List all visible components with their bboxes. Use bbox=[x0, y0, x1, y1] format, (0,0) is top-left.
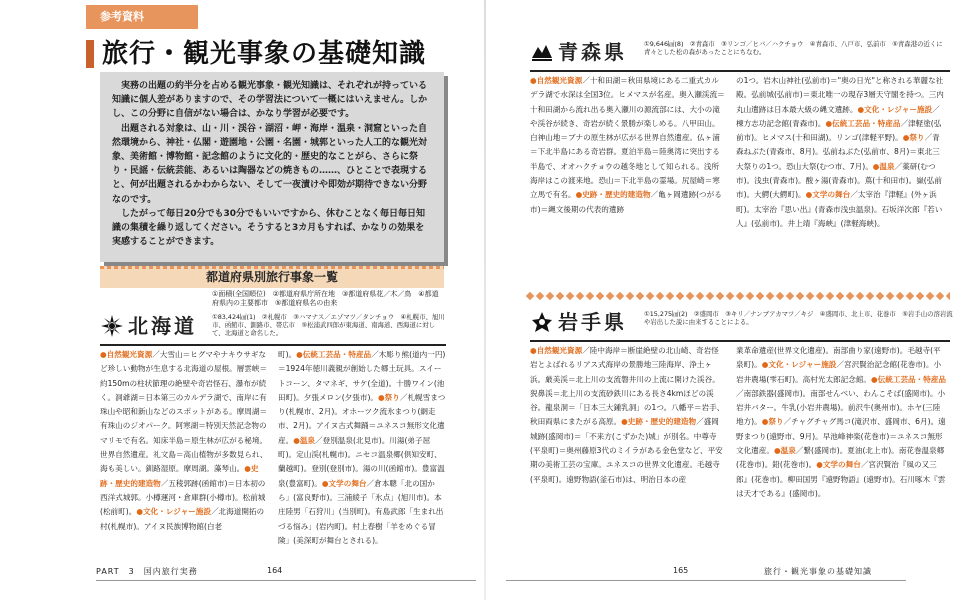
category-marker: ●文学の舞台 bbox=[805, 190, 851, 200]
body-column-2: 町)。●伝統工芸品・特産品／木彫り熊(道内一円)＝1924年徳川義親が創始した郷土玩具。スイートコーン、タマネギ、サケ(全道)。十勝ワイン(池田町)。夕張メロン(夕張市)。●祭り／札幌雪まつり(札幌市、2月)。オホーツク流氷まつり(網走市、2月)。アイヌ古式舞踊＝ユネスコ無形文化遺産。●温泉／登別温泉(北見市)。川湯(弟子屈町)。定山渓(札幌市)。ニセコ温泉郷(倶知安町、蘭越町)。登別(登別市)。湯の川(函館市)。豊富温泉(豊富町)。●文学の舞台／倉本聰「北の国から」(富良野市)。三浦綾子「氷点」(旭川市)。本庄陸男「石狩川」(当別町)。有島武郎「生まれ出づる悩み」(岩内町)。村上春樹「羊をめぐる冒険」(美深町が舞台とされる)。 bbox=[278, 350, 446, 545]
category-marker: ●文化・レジャー施設 bbox=[857, 104, 933, 114]
prefecture-heading bbox=[530, 38, 650, 70]
category-marker: ●自然観光資源 bbox=[530, 76, 583, 85]
prefecture-heading bbox=[100, 312, 220, 344]
prefecture-name: 岩手県 bbox=[558, 310, 627, 334]
prefecture-name: 青森県 bbox=[558, 40, 627, 64]
category-marker: ●伝統工芸品・特産品 bbox=[296, 350, 372, 359]
prefecture-rule bbox=[100, 344, 446, 346]
intro-paragraph: 実務の出題の約半分を占める観光事象・観光知識は、それぞれが持っている知識に個人差がありますので、その学習法について一概にはいえません。しかし、この分野に自信がない場合は、かなり学習が必要です。 bbox=[112, 81, 428, 120]
category-marker: ●温泉 bbox=[293, 435, 316, 445]
category-marker: ●史跡・歴史的建造物 bbox=[575, 190, 651, 200]
category-marker: ●文化・レジャー施設 bbox=[761, 360, 837, 370]
page-number-left: 164 bbox=[267, 566, 283, 575]
category-marker: ●祭り bbox=[902, 133, 925, 143]
intro-box bbox=[100, 72, 444, 262]
right-page bbox=[486, 0, 970, 600]
iwate-crest-icon bbox=[530, 310, 554, 334]
footer-part-label: PART 3 国内旅行実務 bbox=[96, 567, 198, 576]
section-heading: 都道府県別旅行事象一覧 bbox=[100, 266, 444, 288]
body-column-1: ●自然観光資源／十和田湖＝秋田県境にある二重式カルデラ湖で水深は全国3位。ヒメマスが名産。奥入瀬渓流＝十和田湖から流れ出る奥入瀬川の源流部には、大小の滝や渓谷が続き、奇岩が続く景勝が楽しめる。八甲田山。白神山地＝ブナの原生林が広がる世界自然遺産。仏ヶ浦＝下北半島にある奇岩群。夏泊半島＝陸奥湾に突出する半島で、オオハクチョウの越冬地として知られる。浅所海岸はこの渡来地。恐山＝下北半島の霊場。尻屋崎＝寒立馬で有名。●史跡・歴史的建造物／亀ヶ岡遺跡(つがる市)＝縄文後期の代表的遺跡 bbox=[530, 76, 725, 214]
category-marker: ●温泉 bbox=[773, 446, 796, 456]
prefecture-info: ①83,424㎢(1) ②札幌市 ③ハマナス／エゾマツ／タンチョウ ④札幌市、旭川市、函館市、釧路市、帯広市 ⑤松浦武四郎が東海道、南海道、西海道に対して、北海道と命名した。 bbox=[212, 313, 445, 338]
body-column-2: の1つ。岩木山神社(弘前市)＝"奥の日光"と称される華麗な社殿。弘前城(弘前市)＝東北唯一の現存3層天守閣を持つ。三内丸山遺跡は日本最大級の縄文遺跡。●文化・レジャー施設／棟方志功記念館(青森市)。●伝統工芸品・特産品／津軽塗(弘前市)。ヒメマス(十和田湖)。リンゴ(津軽平野)。●祭り／青森ねぶた(青森市、8月)。弘前ねぶた(弘前市、8月)＝東北三大祭りの1つ。恐山大祭(むつ市、7月)。●温泉／薬研(むつ市)。浅虫(青森市)。酸ヶ湯(青森市)。蔦(十和田市)。嶽(弘前市)。大鰐(大鰐町)。●文学の舞台／太宰治『津軽』(外ヶ浜町)。太宰治『思い出』(青森市浅虫温泉)。石坂洋次郎『若い人』(弘前市)。井上靖『海峡』(津軽海峡)。 bbox=[736, 76, 944, 228]
body-column-2: 業革命遺産(世界文化遺産)。南部曲り家(遠野市)。毛越寺(平泉町)。●文化・レジャー施設／宮沢賢治記念館(花巻市)。小岩井農場(雫石町)。高村光太郎記念館。●伝統工芸品・特産品／南部鉄器(盛岡市)。南部せんべい、わんこそば(盛岡市)。小岩井バター。牛乳(小岩井農場)。前沢牛(奥州市)。ホヤ(三陸地方)。●祭り／チャグチャグ馬コ(滝沢市、盛岡市、6月)。遠野まつり(遠野市、9月)。早池峰神楽(花巻市)＝ユネスコ無形文化遺産。●温泉／繋(盛岡市)。夏油(北上市)。南花巻温泉郷(花巻市)。鉛(花巻市)。●文学の舞台／宮沢賢治『風の又三郎』(花巻市)。柳田国男『遠野物語』(遠野市)。石川啄木『雲は天才である』(盛岡市)。 bbox=[736, 346, 946, 498]
intro-paragraph: したがって毎日20分でも30分でもいいですから、休むことなく毎日毎日知識の集積を繰り返してください。そうすると3カ月もすれば、かなりの効果を実感することができます。 bbox=[112, 208, 426, 248]
prefecture-rule bbox=[530, 70, 950, 72]
category-marker: ●自然観光資源 bbox=[100, 350, 153, 359]
body-column-1: ●自然観光資源／大雪山＝ヒグマやナキウサギなど珍しい動物が生息する北海道の屋根。層雲峡＝約150mの柱状節理の絶壁や奇岩怪石、瀑布が続く。洞爺湖＝日本第三のカルデラ湖で、南岸に有珠山や昭和新山などのスポットがある。摩周湖＝有珠山のジオパーク。阿寒湖＝特別天然記念物のマリモで有名。知床半島＝原生林が広がる秘境。世界自然遺産。礼文島＝高山植物が多数見られ、海も美しい。釧路湿原。摩周湖。藻琴山。●史跡・歴史的建造物／五稜郭跡(函館市)＝日本初の西洋式城郭。小樽運河・倉庫群(小樽市)。松前城(松前町)。●文化・レジャー施設／北海道開拓の村(札幌市)。アイヌ民族博物館(白老 bbox=[100, 350, 268, 531]
reference-tab-label: 参考資料 bbox=[86, 5, 198, 29]
hokkaido-crest-icon bbox=[100, 314, 124, 338]
aomori-crest-icon bbox=[530, 40, 554, 64]
category-marker: ●史跡・歴史的建造物 bbox=[100, 464, 259, 488]
title-accent-bar bbox=[86, 40, 94, 68]
category-marker: ●伝統工芸品・特産品 bbox=[871, 374, 946, 384]
legend-text: ①面積(全国順位) ②都道府県庁所在地 ③都道府県花／木／鳥 ④都道府県内の主要都市 ⑤都道府県名の由来 bbox=[212, 290, 439, 307]
category-marker: ●文学の舞台 bbox=[321, 478, 367, 488]
category-marker: ●文学の舞台 bbox=[816, 460, 861, 470]
category-marker: ●温泉 bbox=[872, 161, 895, 171]
category-marker: ●史跡・歴史的建造物 bbox=[621, 417, 697, 427]
footer-rule bbox=[506, 580, 906, 581]
page-title: 旅行・観光事象の基礎知識 bbox=[102, 39, 427, 69]
prefecture-rule bbox=[530, 340, 950, 342]
prefecture-name: 北海道 bbox=[128, 314, 197, 338]
prefecture-heading bbox=[530, 308, 650, 340]
main-title-block bbox=[86, 36, 482, 72]
left-page bbox=[0, 0, 484, 600]
category-marker: ●伝統工芸品・特産品 bbox=[825, 118, 901, 128]
category-marker: ●自然観光資源 bbox=[530, 346, 583, 355]
category-marker: ●祭り bbox=[378, 392, 400, 402]
category-marker: ●文化・レジャー施設 bbox=[136, 507, 211, 517]
body-column-1: ●自然観光資源／陸中海岸＝断崖絶壁の北山崎、奇岩怪岩とよばれるリアス式海岸の景勝地三陸海岸、浄土ヶ浜。厳美渓＝北上川の支流磐井川の上流に開けた渓谷。猊鼻渓＝北上川の支流砂鉄川にある長さ4kmほどの渓谷。龍泉洞＝「日本三大鍾乳洞」の1つ。八幡平＝岩手、秋田両県にまたがる高原。●史跡・歴史的建造物／盛岡城跡(盛岡市)＝「不来方(こずかた)城」が別名。中尊寺(平泉町)＝奥州藤原3代のミイラがある金色堂など、平安期の美術工芸の宝庫。ユネスコの世界文化遺産。毛越寺(平泉町)。遠野物語(釜石市)は、明治日本の産 bbox=[530, 346, 725, 484]
category-marker: ●祭り bbox=[761, 417, 784, 427]
intro-paragraph: 出題される対象は、山・川・渓谷・湖沼・岬・海岸・温泉・洞窟といった自然環境から、神社・仏閣・遊園地・公園・名園・城郭といった人工的な観光対象、美術館・博物館・記念館のように文化的・歴史的なことがら、さらに祭り・民謡・伝統芸能、あるいは陶器などの焼きもの……、ひとことで表現すると、何が出題されるかわからない、そして一夜漬けや即効が期待できない分野なのです。 bbox=[112, 123, 428, 205]
footer-chapter-label: 旅行・観光事象の基礎知識 bbox=[764, 567, 872, 576]
footer-rule bbox=[96, 580, 476, 581]
page-number-right: 165 bbox=[673, 566, 689, 575]
prefecture-info: ①9,646㎢(8) ②青森市 ③リンゴ／ヒバ／ハクチョウ ④青森市、八戸市、弘前市 ⑤青森港の近くに青々とした松の森があったことにちなむ。 bbox=[644, 40, 943, 57]
section-divider bbox=[526, 292, 950, 300]
prefecture-info: ①15,275㎢(2) ②盛岡市 ③キリ／ナンブアカマツ／キジ ④盛岡市、北上市、花巻市 ⑤岩手山の溶岩流や岩出した説に由来することによる。 bbox=[644, 310, 953, 327]
